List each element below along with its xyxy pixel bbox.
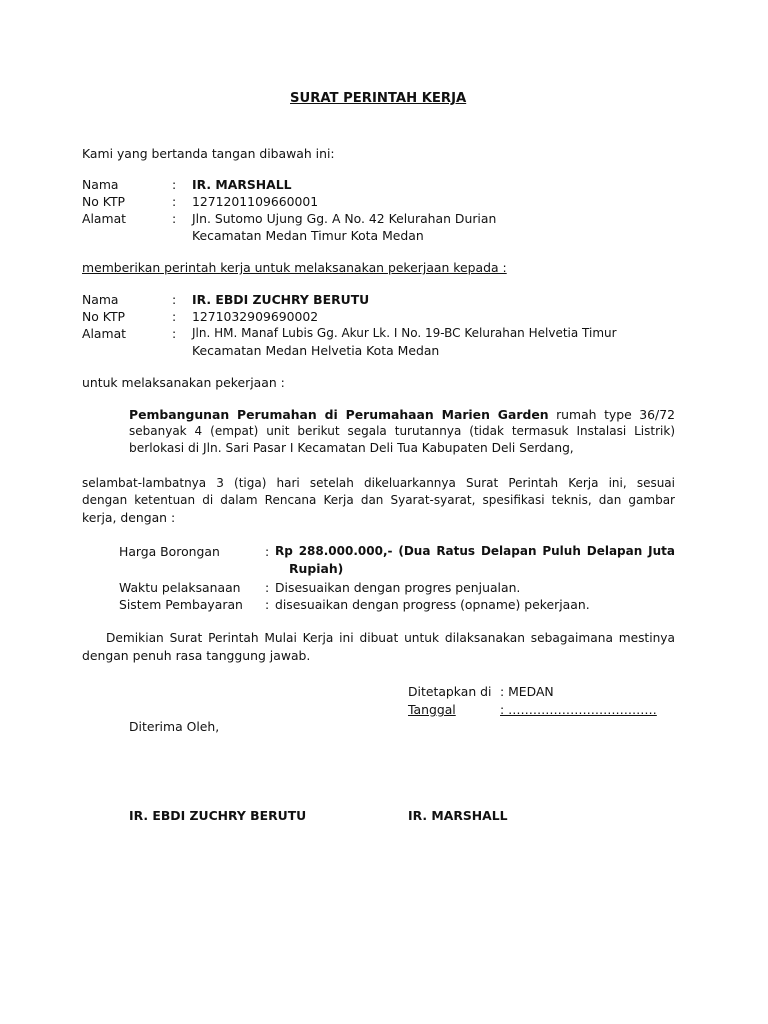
term-duration-label: Waktu pelaksanaan [119, 580, 241, 595]
deadline-line3: kerja, dengan : [82, 510, 176, 525]
party2-ktp-value: 1271032909690002 [192, 309, 319, 324]
term-price-value-line2: Rupiah) [289, 561, 344, 576]
party2-address-label: Alamat [82, 326, 127, 341]
work-line1 [129, 406, 675, 423]
deadline-line1: selambat-lambatnya 3 (tiga) hari setelah dikeluarkannya Surat Perintah Kerja ini, sesuai [82, 476, 675, 490]
term-payment-colon: : [265, 597, 270, 612]
term-price-colon: : [265, 544, 270, 559]
party1-name-colon: : [172, 177, 177, 192]
signer-left-name: IR. EBDI ZUCHRY BERUTU [129, 808, 307, 823]
party2-address-value: Jln. HM. Manaf Lubis Gg. Akur Lk. I No. 19-BC Kelurahan Helvetia Timur [192, 326, 617, 340]
closing-line2: dengan penuh rasa tanggung jawab. [82, 648, 311, 663]
party1-address-label: Alamat [82, 211, 127, 226]
term-duration-value: Disesuaikan dengan progres penjualan. [275, 580, 521, 595]
term-payment-value: disesuaikan dengan progress (opname) pekerjaan. [275, 597, 590, 612]
party2-address-value-line2: Kecamatan Medan Helvetia Kota Medan [192, 343, 440, 358]
intro-text: Kami yang bertanda tangan dibawah ini: [82, 146, 335, 161]
party2-address-colon: : [172, 326, 177, 341]
party1-name-label: Nama [82, 177, 119, 192]
party2-name-colon: : [172, 292, 177, 307]
term-price-value: Rp 288.000.000,- (Dua Ratus Delapan Puluh Delapan Juta [275, 544, 675, 558]
work-project-name: Pembangunan Perumahan di Perumahaan Marien Garden [129, 407, 549, 422]
order-line: memberikan perintah kerja untuk melaksanakan pekerjaan kepada : [82, 260, 507, 275]
work-line3: berlokasi di Jln. Sari Pasar I Kecamatan Deli Tua Kabupaten Deli Serdang, [129, 441, 574, 455]
deadline-line2: dengan ketentuan di dalam Rencana Kerja dan Syarat-syarat, spesifikasi teknis, dan gambar [82, 493, 675, 507]
party2-name-label: Nama [82, 292, 119, 307]
party2-ktp-label: No KTP [82, 309, 125, 324]
date-label: Tanggal [408, 702, 456, 717]
closing-line1: Demikian Surat Perintah Mulai Kerja ini dibuat untuk dilaksanakan sebagaimana mestinya [106, 631, 675, 645]
party1-address-value-line2: Kecamatan Medan Timur Kota Medan [192, 228, 424, 243]
date-value: : ……………………………… [500, 702, 657, 717]
letter-title: SURAT PERINTAH KERJA [290, 91, 467, 106]
term-price-label: Harga Borongan [119, 544, 220, 559]
place-value: : MEDAN [500, 684, 554, 699]
work-line2: sebanyak 4 (empat) unit berikut segala turutannya (tidak termasuk Instalasi Listrik) [129, 424, 675, 438]
party1-ktp-label: No KTP [82, 194, 125, 209]
party1-ktp-value: 1271201109660001 [192, 194, 319, 209]
party2-ktp-colon: : [172, 309, 177, 324]
party2-name-value: IR. EBDI ZUCHRY BERUTU [192, 292, 370, 307]
work-line1-rest: rumah type 36/72 [548, 407, 675, 422]
place-label: Ditetapkan di [408, 684, 492, 699]
party1-name-value: IR. MARSHALL [192, 177, 292, 192]
term-duration-colon: : [265, 580, 270, 595]
party1-address-value: Jln. Sutomo Ujung Gg. A No. 42 Kelurahan Durian [192, 211, 497, 226]
work-intro: untuk melaksanakan pekerjaan : [82, 375, 285, 390]
received-by-label: Diterima Oleh, [129, 719, 220, 734]
party1-ktp-colon: : [172, 194, 177, 209]
signer-right-name: IR. MARSHALL [408, 808, 508, 823]
party1-address-colon: : [172, 211, 177, 226]
term-payment-label: Sistem Pembayaran [119, 597, 243, 612]
